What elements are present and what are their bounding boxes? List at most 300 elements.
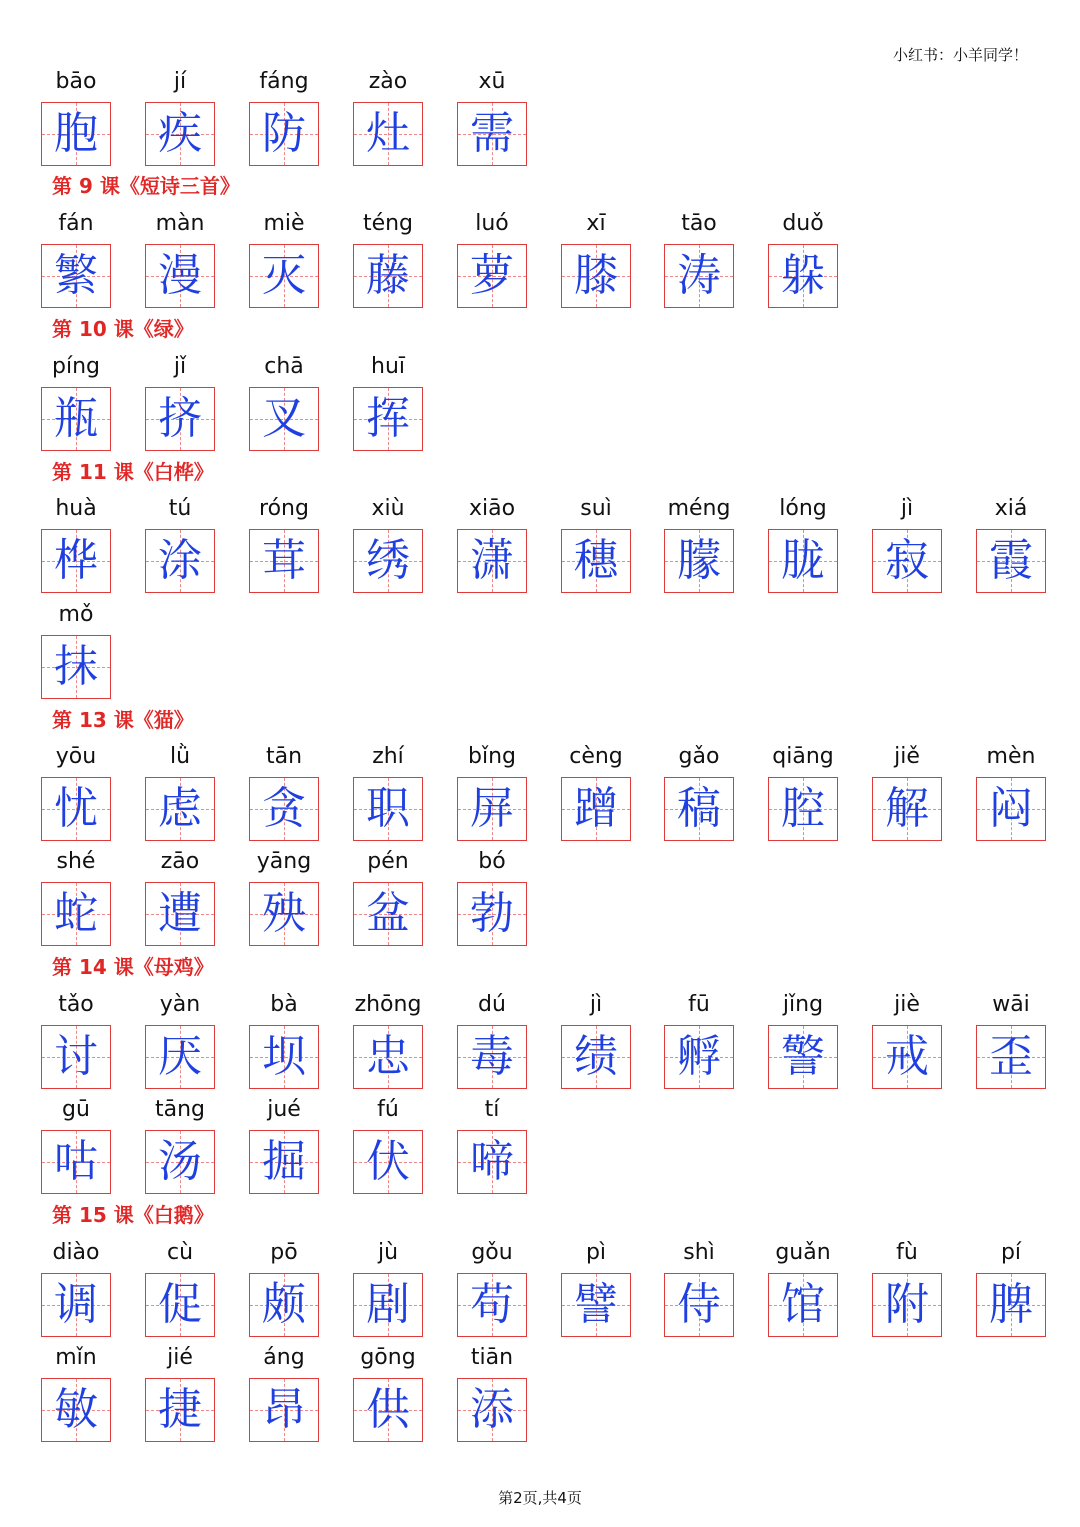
tianzige-box bbox=[249, 882, 319, 946]
tianzige-box bbox=[145, 244, 215, 308]
pinyin-label: jiě bbox=[894, 744, 920, 769]
character-cell bbox=[145, 993, 215, 1091]
character-cell bbox=[561, 1241, 631, 1339]
pinyin-label: diào bbox=[52, 1240, 100, 1265]
character-cell bbox=[249, 497, 319, 595]
hanzi-character: 讨 bbox=[54, 1031, 98, 1082]
character-cell bbox=[249, 1241, 319, 1339]
lesson-heading: 第 11 课《白桦》 bbox=[52, 460, 214, 484]
character-cell bbox=[353, 497, 423, 595]
pinyin-label: bó bbox=[478, 849, 506, 874]
hanzi-character: 潇 bbox=[470, 535, 514, 586]
pinyin-label: tú bbox=[168, 496, 192, 521]
pinyin-label: xiāo bbox=[468, 496, 516, 521]
pinyin-label: tǎo bbox=[58, 992, 94, 1017]
pinyin-label: tān bbox=[265, 744, 303, 769]
character-cell bbox=[145, 745, 215, 843]
hanzi-character: 掘 bbox=[262, 1136, 306, 1187]
pinyin-label: luó bbox=[475, 211, 509, 236]
tianzige-box bbox=[41, 1273, 111, 1337]
tianzige-box bbox=[353, 1130, 423, 1194]
tianzige-box bbox=[249, 1378, 319, 1442]
tianzige-box bbox=[145, 102, 215, 166]
tianzige-box bbox=[457, 244, 527, 308]
pinyin-label: fáng bbox=[259, 69, 309, 94]
hanzi-character: 侍 bbox=[677, 1279, 721, 1330]
hanzi-character: 调 bbox=[54, 1279, 98, 1330]
hanzi-character: 霞 bbox=[989, 535, 1033, 586]
tianzige-box bbox=[249, 529, 319, 593]
hanzi-character: 剧 bbox=[366, 1279, 410, 1330]
character-cell bbox=[249, 1098, 319, 1196]
tianzige-box bbox=[249, 1273, 319, 1337]
tianzige-box bbox=[457, 882, 527, 946]
tianzige-box bbox=[976, 777, 1046, 841]
hanzi-character: 勃 bbox=[470, 888, 514, 939]
pinyin-label: yōu bbox=[55, 744, 97, 769]
tianzige-box bbox=[872, 777, 942, 841]
character-cell bbox=[249, 1346, 319, 1444]
tianzige-box bbox=[457, 1273, 527, 1337]
hanzi-character: 警 bbox=[781, 1031, 825, 1082]
character-cell bbox=[41, 1098, 111, 1196]
hanzi-character: 附 bbox=[885, 1279, 929, 1330]
tianzige-box bbox=[145, 1130, 215, 1194]
tianzige-box bbox=[976, 1273, 1046, 1337]
character-cell bbox=[768, 745, 838, 843]
pinyin-label: cèng bbox=[569, 744, 623, 769]
character-cell bbox=[872, 1241, 942, 1339]
character-cell bbox=[976, 1241, 1046, 1339]
character-cell bbox=[353, 745, 423, 843]
hanzi-character: 抹 bbox=[54, 641, 98, 692]
pinyin-label: màn bbox=[155, 211, 205, 236]
pinyin-label: xiù bbox=[371, 496, 405, 521]
tianzige-box bbox=[561, 1025, 631, 1089]
character-cell bbox=[976, 497, 1046, 595]
lesson-heading: 第 10 课《绿》 bbox=[52, 317, 194, 341]
hanzi-character: 膝 bbox=[574, 250, 618, 301]
tianzige-box bbox=[145, 387, 215, 451]
tianzige-box bbox=[768, 1273, 838, 1337]
hanzi-character: 供 bbox=[366, 1384, 410, 1435]
character-cell bbox=[145, 497, 215, 595]
hanzi-character: 疾 bbox=[158, 108, 202, 159]
character-cell bbox=[561, 993, 631, 1091]
pinyin-label: jiè bbox=[894, 992, 920, 1017]
hanzi-character: 叉 bbox=[262, 393, 306, 444]
character-cell bbox=[41, 497, 111, 595]
pinyin-label: jì bbox=[900, 496, 914, 521]
pinyin-label: bà bbox=[270, 992, 298, 1017]
hanzi-character: 厌 bbox=[158, 1031, 202, 1082]
hanzi-character: 譬 bbox=[574, 1279, 618, 1330]
character-cell bbox=[561, 212, 631, 310]
hanzi-character: 瓶 bbox=[54, 393, 98, 444]
hanzi-character: 啼 bbox=[470, 1136, 514, 1187]
tianzige-box bbox=[561, 777, 631, 841]
hanzi-character: 漫 bbox=[158, 250, 202, 301]
hanzi-character: 贪 bbox=[262, 783, 306, 834]
tianzige-box bbox=[145, 777, 215, 841]
character-cell bbox=[145, 1346, 215, 1444]
character-cell bbox=[768, 497, 838, 595]
tianzige-box bbox=[145, 1273, 215, 1337]
tianzige-box bbox=[353, 244, 423, 308]
tianzige-box bbox=[457, 777, 527, 841]
pinyin-label: fú bbox=[377, 1097, 399, 1122]
character-cell bbox=[353, 1241, 423, 1339]
pinyin-label: pì bbox=[585, 1240, 607, 1265]
character-cell bbox=[41, 745, 111, 843]
hanzi-character: 蹭 bbox=[574, 783, 618, 834]
character-cell bbox=[561, 745, 631, 843]
character-cell bbox=[457, 850, 527, 948]
pinyin-label: mǐn bbox=[55, 1345, 97, 1370]
pinyin-label: lǜ bbox=[169, 744, 191, 769]
tianzige-box bbox=[249, 387, 319, 451]
hanzi-character: 躲 bbox=[781, 250, 825, 301]
character-cell bbox=[249, 850, 319, 948]
page-footer: 第2页,共4页 bbox=[498, 1489, 582, 1507]
character-cell bbox=[145, 1098, 215, 1196]
character-cell bbox=[249, 745, 319, 843]
pinyin-label: chā bbox=[264, 354, 304, 379]
pinyin-label: shì bbox=[683, 1240, 715, 1265]
hanzi-character: 繁 bbox=[54, 250, 98, 301]
pinyin-label: yàn bbox=[159, 992, 201, 1017]
tianzige-box bbox=[353, 1378, 423, 1442]
tianzige-box bbox=[561, 529, 631, 593]
hanzi-character: 需 bbox=[470, 108, 514, 159]
character-cell bbox=[353, 850, 423, 948]
hanzi-character: 茸 bbox=[262, 535, 306, 586]
pinyin-label: fū bbox=[688, 992, 710, 1017]
tianzige-box bbox=[664, 1273, 734, 1337]
pinyin-label: jǐ bbox=[173, 354, 187, 379]
hanzi-character: 虑 bbox=[158, 783, 202, 834]
tianzige-box bbox=[768, 777, 838, 841]
hanzi-character: 促 bbox=[158, 1279, 202, 1330]
character-cell bbox=[457, 1098, 527, 1196]
pinyin-label: gǒu bbox=[471, 1240, 513, 1265]
pinyin-label: gōng bbox=[360, 1345, 416, 1370]
pinyin-label: lóng bbox=[779, 496, 827, 521]
character-cell bbox=[457, 212, 527, 310]
character-cell bbox=[145, 850, 215, 948]
tianzige-box bbox=[353, 1025, 423, 1089]
character-cell bbox=[976, 745, 1046, 843]
tianzige-box bbox=[41, 777, 111, 841]
pinyin-label: pén bbox=[367, 849, 409, 874]
character-cell bbox=[249, 993, 319, 1091]
tianzige-box bbox=[664, 1025, 734, 1089]
tianzige-box bbox=[249, 1130, 319, 1194]
tianzige-box bbox=[872, 1273, 942, 1337]
hanzi-character: 灶 bbox=[366, 108, 410, 159]
pinyin-label: huī bbox=[371, 354, 405, 379]
tianzige-box bbox=[41, 529, 111, 593]
tianzige-box bbox=[41, 244, 111, 308]
lesson-heading: 第 9 课《短诗三首》 bbox=[52, 174, 240, 198]
character-cell bbox=[768, 212, 838, 310]
tianzige-box bbox=[353, 1273, 423, 1337]
character-cell bbox=[249, 70, 319, 168]
tianzige-box bbox=[664, 244, 734, 308]
pinyin-label: dú bbox=[478, 992, 506, 1017]
hanzi-character: 馆 bbox=[781, 1279, 825, 1330]
character-cell bbox=[353, 70, 423, 168]
pinyin-label: qiāng bbox=[772, 744, 834, 769]
pinyin-label: shé bbox=[56, 849, 96, 874]
pinyin-label: miè bbox=[263, 211, 305, 236]
hanzi-character: 桦 bbox=[54, 535, 98, 586]
hanzi-character: 伏 bbox=[366, 1136, 410, 1187]
hanzi-character: 腔 bbox=[781, 783, 825, 834]
character-cell bbox=[249, 355, 319, 453]
hanzi-character: 藤 bbox=[366, 250, 410, 301]
pinyin-label: fù bbox=[896, 1240, 918, 1265]
lesson-heading: 第 15 课《白鹅》 bbox=[52, 1203, 214, 1227]
tianzige-box bbox=[41, 1378, 111, 1442]
character-cell bbox=[664, 497, 734, 595]
pinyin-label: bǐng bbox=[468, 744, 516, 769]
pinyin-label: duǒ bbox=[782, 211, 824, 236]
pinyin-label: gǎo bbox=[678, 744, 720, 769]
tianzige-box bbox=[664, 777, 734, 841]
pinyin-label: pí bbox=[1000, 1240, 1022, 1265]
character-cell bbox=[41, 993, 111, 1091]
tianzige-box bbox=[353, 882, 423, 946]
pinyin-label: zhōng bbox=[354, 992, 422, 1017]
tianzige-box bbox=[976, 1025, 1046, 1089]
tianzige-box bbox=[41, 102, 111, 166]
tianzige-box bbox=[664, 529, 734, 593]
hanzi-character: 遭 bbox=[158, 888, 202, 939]
tianzige-box bbox=[768, 1025, 838, 1089]
pinyin-label: zào bbox=[368, 69, 408, 94]
tianzige-box bbox=[145, 882, 215, 946]
lesson-heading: 第 13 课《猫》 bbox=[52, 708, 194, 732]
character-cell bbox=[768, 1241, 838, 1339]
tianzige-box bbox=[768, 529, 838, 593]
tianzige-box bbox=[872, 1025, 942, 1089]
hanzi-character: 穗 bbox=[574, 535, 618, 586]
pinyin-label: jué bbox=[267, 1097, 301, 1122]
character-cell bbox=[561, 497, 631, 595]
tianzige-box bbox=[768, 244, 838, 308]
hanzi-character: 朦 bbox=[677, 535, 721, 586]
hanzi-character: 毒 bbox=[470, 1031, 514, 1082]
pinyin-label: zhí bbox=[372, 744, 404, 769]
tianzige-box bbox=[249, 1025, 319, 1089]
tianzige-box bbox=[249, 777, 319, 841]
hanzi-character: 胞 bbox=[54, 108, 98, 159]
character-cell bbox=[664, 745, 734, 843]
hanzi-character: 灭 bbox=[262, 250, 306, 301]
lesson-heading: 第 14 课《母鸡》 bbox=[52, 955, 214, 979]
hanzi-character: 颇 bbox=[262, 1279, 306, 1330]
tianzige-box bbox=[353, 529, 423, 593]
tianzige-box bbox=[561, 244, 631, 308]
pinyin-label: jié bbox=[167, 1345, 193, 1370]
hanzi-character: 捷 bbox=[158, 1384, 202, 1435]
character-cell bbox=[41, 1241, 111, 1339]
character-cell bbox=[41, 212, 111, 310]
character-cell bbox=[41, 355, 111, 453]
character-cell bbox=[145, 355, 215, 453]
character-cell bbox=[872, 993, 942, 1091]
pinyin-label: xī bbox=[586, 211, 606, 236]
pinyin-label: tāo bbox=[681, 211, 717, 236]
hanzi-character: 挤 bbox=[158, 393, 202, 444]
pinyin-label: xiá bbox=[994, 496, 1028, 521]
hanzi-character: 添 bbox=[470, 1384, 514, 1435]
character-cell bbox=[664, 1241, 734, 1339]
character-cell bbox=[41, 850, 111, 948]
hanzi-character: 蛇 bbox=[54, 888, 98, 939]
hanzi-character: 寂 bbox=[885, 535, 929, 586]
hanzi-character: 戒 bbox=[885, 1031, 929, 1082]
pinyin-label: tí bbox=[484, 1097, 500, 1122]
hanzi-character: 解 bbox=[885, 783, 929, 834]
character-cell bbox=[457, 745, 527, 843]
pinyin-label: yāng bbox=[256, 849, 312, 874]
tianzige-box bbox=[353, 777, 423, 841]
tianzige-box bbox=[41, 882, 111, 946]
pinyin-label: xū bbox=[478, 69, 506, 94]
hanzi-character: 闷 bbox=[989, 783, 1033, 834]
tianzige-box bbox=[249, 244, 319, 308]
tianzige-box bbox=[145, 1025, 215, 1089]
character-cell bbox=[664, 993, 734, 1091]
character-cell bbox=[145, 1241, 215, 1339]
pinyin-label: zāo bbox=[160, 849, 200, 874]
hanzi-character: 盆 bbox=[366, 888, 410, 939]
pinyin-label: tiān bbox=[470, 1345, 514, 1370]
hanzi-character: 挥 bbox=[366, 393, 410, 444]
character-cell bbox=[353, 993, 423, 1091]
character-cell bbox=[41, 603, 111, 701]
character-cell bbox=[457, 993, 527, 1091]
character-cell bbox=[41, 1346, 111, 1444]
tianzige-box bbox=[457, 102, 527, 166]
tianzige-box bbox=[457, 1378, 527, 1442]
character-cell bbox=[872, 497, 942, 595]
pinyin-label: tāng bbox=[154, 1097, 205, 1122]
hanzi-character: 胧 bbox=[781, 535, 825, 586]
pinyin-label: mǒ bbox=[58, 602, 94, 627]
pinyin-label: jǐng bbox=[782, 992, 824, 1017]
pinyin-label: wāi bbox=[992, 992, 1030, 1017]
pinyin-label: jì bbox=[589, 992, 603, 1017]
hanzi-character: 孵 bbox=[677, 1031, 721, 1082]
pinyin-label: píng bbox=[52, 354, 100, 379]
pinyin-label: róng bbox=[259, 496, 309, 521]
hanzi-character: 防 bbox=[262, 108, 306, 159]
tianzige-box bbox=[145, 529, 215, 593]
pinyin-label: huà bbox=[55, 496, 97, 521]
hanzi-character: 敏 bbox=[54, 1384, 98, 1435]
tianzige-box bbox=[41, 1130, 111, 1194]
character-cell bbox=[664, 212, 734, 310]
pinyin-label: mèn bbox=[986, 744, 1036, 769]
pinyin-label: jí bbox=[173, 69, 187, 94]
tianzige-box bbox=[457, 529, 527, 593]
tianzige-box bbox=[353, 102, 423, 166]
pinyin-label: gū bbox=[62, 1097, 90, 1122]
character-cell bbox=[353, 1098, 423, 1196]
character-cell bbox=[457, 1241, 527, 1339]
hanzi-character: 殃 bbox=[262, 888, 306, 939]
pinyin-label: suì bbox=[580, 496, 612, 521]
tianzige-box bbox=[872, 529, 942, 593]
tianzige-box bbox=[145, 1378, 215, 1442]
watermark-text: 小红书：小羊同学！ bbox=[892, 46, 1028, 64]
hanzi-character: 屏 bbox=[470, 783, 514, 834]
character-cell bbox=[41, 70, 111, 168]
tianzige-box bbox=[353, 387, 423, 451]
hanzi-character: 忧 bbox=[54, 783, 98, 834]
character-cell bbox=[353, 1346, 423, 1444]
hanzi-character: 咕 bbox=[54, 1136, 98, 1187]
hanzi-character: 萝 bbox=[470, 250, 514, 301]
pinyin-label: cù bbox=[166, 1240, 194, 1265]
tianzige-box bbox=[249, 102, 319, 166]
hanzi-character: 昂 bbox=[262, 1384, 306, 1435]
pinyin-label: áng bbox=[263, 1345, 305, 1370]
character-cell bbox=[768, 993, 838, 1091]
hanzi-character: 稿 bbox=[677, 783, 721, 834]
pinyin-label: téng bbox=[362, 211, 414, 236]
pinyin-label: méng bbox=[667, 496, 731, 521]
character-cell bbox=[457, 497, 527, 595]
hanzi-character: 忠 bbox=[366, 1031, 410, 1082]
character-cell bbox=[249, 212, 319, 310]
hanzi-character: 绣 bbox=[366, 535, 410, 586]
character-cell bbox=[145, 212, 215, 310]
pinyin-label: bāo bbox=[55, 69, 97, 94]
hanzi-character: 汤 bbox=[158, 1136, 202, 1187]
tianzige-box bbox=[41, 635, 111, 699]
hanzi-character: 职 bbox=[366, 783, 410, 834]
hanzi-character: 绩 bbox=[574, 1031, 618, 1082]
tianzige-box bbox=[976, 529, 1046, 593]
tianzige-box bbox=[457, 1025, 527, 1089]
hanzi-character: 歪 bbox=[989, 1031, 1033, 1082]
pinyin-label: jù bbox=[377, 1240, 399, 1265]
tianzige-box bbox=[561, 1273, 631, 1337]
hanzi-character: 苟 bbox=[470, 1279, 514, 1330]
tianzige-box bbox=[457, 1130, 527, 1194]
hanzi-character: 坝 bbox=[262, 1031, 306, 1082]
pinyin-label: guǎn bbox=[775, 1240, 831, 1265]
pinyin-label: fán bbox=[58, 211, 94, 236]
character-cell bbox=[353, 212, 423, 310]
hanzi-character: 脾 bbox=[989, 1279, 1033, 1330]
hanzi-character: 涛 bbox=[677, 250, 721, 301]
character-cell bbox=[145, 70, 215, 168]
character-cell bbox=[976, 993, 1046, 1091]
tianzige-box bbox=[41, 1025, 111, 1089]
pinyin-label: pō bbox=[270, 1240, 298, 1265]
character-cell bbox=[353, 355, 423, 453]
character-cell bbox=[872, 745, 942, 843]
tianzige-box bbox=[41, 387, 111, 451]
character-cell bbox=[457, 1346, 527, 1444]
character-cell bbox=[457, 70, 527, 168]
hanzi-character: 涂 bbox=[158, 535, 202, 586]
